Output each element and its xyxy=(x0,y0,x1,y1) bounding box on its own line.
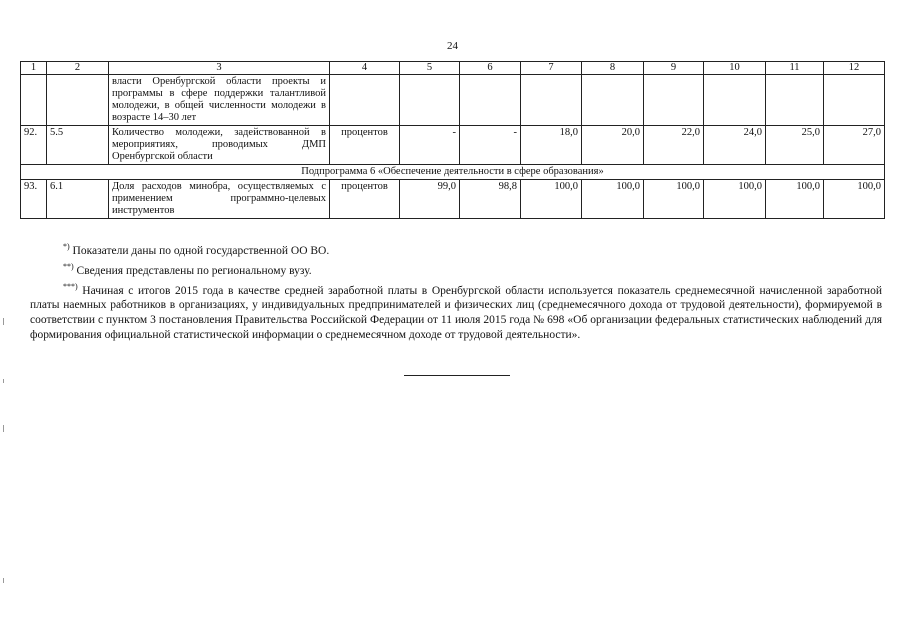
table-body xyxy=(21,62,885,219)
margin-mark xyxy=(3,379,4,383)
indicator-code xyxy=(47,75,109,126)
unit: процентов xyxy=(330,126,400,165)
value-cell xyxy=(521,75,582,126)
column-number: 3 xyxy=(109,62,330,75)
indicator-code: 5.5 xyxy=(47,126,109,165)
table-row xyxy=(21,180,885,219)
footnote-text: Показатели даны по одной государственной ОО ВО. xyxy=(69,244,330,257)
value-cell: 24,0 xyxy=(704,126,766,165)
value-cell: 18,0 xyxy=(521,126,582,165)
value-cell: 27,0 xyxy=(824,126,885,165)
value-cell: - xyxy=(400,126,460,165)
footnote-mark: ***) xyxy=(63,281,78,291)
value-cell xyxy=(704,75,766,126)
value-cell xyxy=(766,75,824,126)
footnote xyxy=(30,259,882,279)
column-number: 10 xyxy=(704,62,766,75)
column-number: 2 xyxy=(47,62,109,75)
value-cell: 99,0 xyxy=(400,180,460,219)
footnote-text: Сведения представлены по региональному вузу. xyxy=(73,264,312,277)
unit: процентов xyxy=(330,180,400,219)
indicator-name: власти Оренбургской области проекты и программы в сфере поддержки талантливой молодежи, в общей численности молодежи в возрасте 14–30 лет xyxy=(109,75,330,126)
row-number xyxy=(21,75,47,126)
column-number: 1 xyxy=(21,62,47,75)
footnotes xyxy=(30,239,882,343)
margin-mark xyxy=(3,425,4,432)
value-cell xyxy=(582,75,644,126)
value-cell xyxy=(644,75,704,126)
value-cell: 100,0 xyxy=(824,180,885,219)
table-row xyxy=(21,75,885,126)
indicator-name: Доля расходов минобра, осуществляемых с применением программно-целевых инструментов xyxy=(109,180,330,219)
column-number: 11 xyxy=(766,62,824,75)
column-number: 7 xyxy=(521,62,582,75)
value-cell xyxy=(824,75,885,126)
value-cell: 100,0 xyxy=(766,180,824,219)
column-number: 6 xyxy=(460,62,521,75)
subprogram-title: Подпрограмма 6 «Обеспечение деятельности в сфере образования» xyxy=(21,165,885,180)
footnote xyxy=(30,239,882,259)
column-number: 9 xyxy=(644,62,704,75)
value-cell: 98,8 xyxy=(460,180,521,219)
value-cell: 100,0 xyxy=(644,180,704,219)
page-number: 24 xyxy=(447,40,458,52)
column-number: 5 xyxy=(400,62,460,75)
column-number: 4 xyxy=(330,62,400,75)
indicator-code: 6.1 xyxy=(47,180,109,219)
value-cell: 100,0 xyxy=(704,180,766,219)
row-number: 92. xyxy=(21,126,47,165)
value-cell: 100,0 xyxy=(582,180,644,219)
value-cell: 100,0 xyxy=(521,180,582,219)
value-cell xyxy=(460,75,521,126)
margin-mark xyxy=(3,318,4,325)
footnote-mark: *) xyxy=(63,242,70,251)
footnote xyxy=(30,279,882,344)
value-cell: 25,0 xyxy=(766,126,824,165)
column-number: 8 xyxy=(582,62,644,75)
margin-mark xyxy=(3,578,4,583)
closing-rule xyxy=(404,375,510,376)
indicators-table xyxy=(20,61,885,219)
indicator-name: Количество молодежи, задействованной в мероприятиях, проводимых ДМП Оренбургской области xyxy=(109,126,330,165)
header-row xyxy=(21,62,885,75)
value-cell: 22,0 xyxy=(644,126,704,165)
value-cell: - xyxy=(460,126,521,165)
subprogram-row xyxy=(21,165,885,180)
row-number: 93. xyxy=(21,180,47,219)
value-cell: 20,0 xyxy=(582,126,644,165)
value-cell xyxy=(400,75,460,126)
unit xyxy=(330,75,400,126)
footnote-text: Начиная с итогов 2015 года в качестве средней заработной платы в Оренбургской области используется показатель среднемесячной начисленной заработной платы наемных работников в организациях, у индивидуальных предпринимателей и физических лиц (среднемесячного дохода от трудовой деятельности), формируемой в соответствии с пунктом 3 постановления Правительства Российской Федерации от 11 июля 2015 года № 698 «Об организации федеральных статистических наблюдений для формирования официальной статистической информации о среднемесячном доходе от трудовой деятельности». xyxy=(30,284,882,342)
column-number: 12 xyxy=(824,62,885,75)
table-row xyxy=(21,126,885,165)
footnote-mark: **) xyxy=(63,261,74,271)
